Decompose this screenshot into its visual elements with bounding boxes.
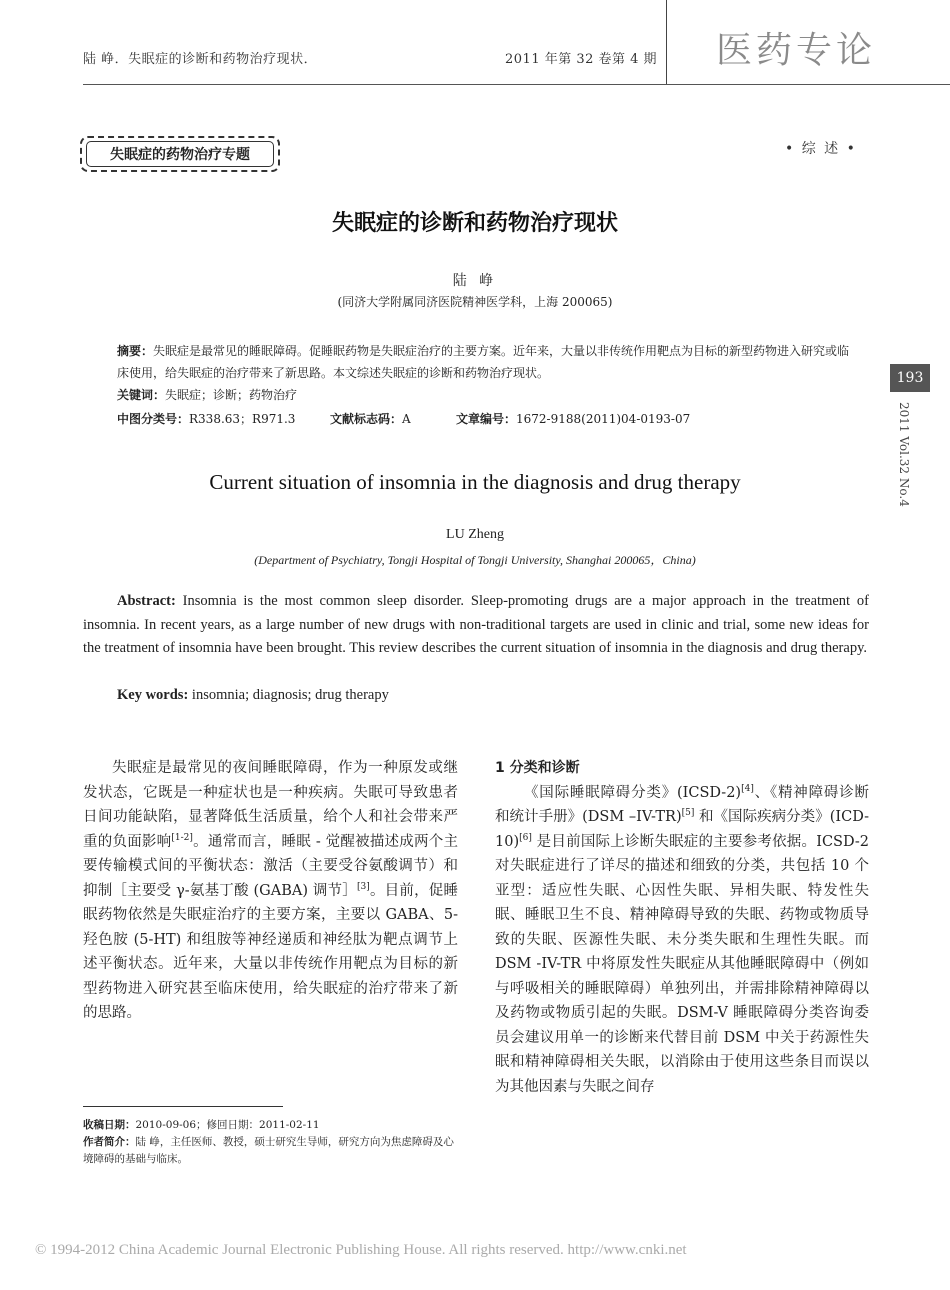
class-text-b: 、《精神障碍诊断和统计手册》(DSM –IV-TR) <box>495 784 869 825</box>
section-heading: 1 分类和诊断 <box>495 760 580 776</box>
received-label: 收稿日期： <box>83 1119 136 1131</box>
keywords-en <box>117 687 389 704</box>
abstract-cn-label: 摘要： <box>117 344 154 358</box>
article-no-group <box>456 408 690 430</box>
article-no-label: 文章编号： <box>456 412 517 426</box>
citation-1-2[interactable]: [1-2] <box>171 832 193 843</box>
citation-3[interactable]: [3] <box>356 881 370 892</box>
intro-text-b: 。通常而言，睡眠 - 觉醒被描述成两个主要传输模式间的平衡状态：激活（主要受谷氨酸调节）和抑制［主要受 γ-氨基丁酸 (GABA) 调节］ <box>83 833 458 899</box>
class-text-c: 和《国际疾病分类》(ICD-10) <box>495 809 869 850</box>
received-value: 2010-09-06；修回日期：2011-02-11 <box>135 1119 320 1131</box>
classification-paragraph <box>495 781 869 1100</box>
affiliation-cn: (同济大学附属同济医院精神医学科，上海 200065) <box>337 295 613 309</box>
header-rule <box>83 84 950 85</box>
clc-value: R338.63；R971.3 <box>189 412 296 426</box>
clc-label: 中图分类号： <box>117 412 190 426</box>
author-cn: 陆 峥 <box>452 273 498 289</box>
section-brand: 医药专论 <box>716 30 877 71</box>
keywords-en-label: Key words: <box>117 687 189 703</box>
abstract-en-text: Insomnia is the most common sleep disorder. Sleep-promoting drugs are a major approach in the treatment of insomnia. In recent years, as a large number of new drugs with non-traditional targets are used in clinic and trial, some new ideas for the treatment of insomnia have been brought. This review describes the current situation of insomnia in the diagnosis and drug therapy. <box>83 593 869 656</box>
affiliation-en: (Department of Psychiatry, Tongji Hospital of Tongji University, Shanghai 200065，China) <box>254 553 696 567</box>
keywords-cn-text: 失眠症；诊断；药物治疗 <box>165 388 298 402</box>
copyright-notice: © 1994-2012 China Academic Journal Electronic Publishing House. All rights reserved. http://www.cnki.net <box>35 1242 687 1258</box>
keywords-en-text: insomnia; diagnosis; drug therapy <box>188 687 389 703</box>
author-bio-text: 陆 峥，主任医师、教授，硕士研究生导师，研究方向为焦虑障碍及心境障碍的基础与临床。 <box>83 1136 454 1165</box>
header-divider <box>666 0 667 84</box>
article-type-tag: • 综 述 • <box>785 141 857 157</box>
citation-4[interactable]: [4] <box>741 783 754 794</box>
keywords-cn <box>117 384 852 406</box>
topic-badge <box>80 136 280 172</box>
intro-text-a: 失眠症是最常见的夜间睡眠障碍，作为一种原发或继发状态，它既是一种症状也是一种疾病。失眠可导致患者日间功能缺陷，显著降低生活质量，给个人和社会带来严重的负面影响 <box>83 760 458 850</box>
topic-badge-frame <box>86 141 274 167</box>
body-right-column <box>495 756 869 1099</box>
author-en: LU Zheng <box>446 527 504 542</box>
doc-code-label: 文献标志码： <box>330 412 403 426</box>
abstract-en-label: Abstract: <box>117 593 176 609</box>
intro-paragraph <box>83 756 458 1026</box>
body-left-column <box>83 756 458 1026</box>
volume-vertical: 2011 Vol.32 No.4 <box>897 402 911 507</box>
citation-5[interactable]: [5] <box>681 808 695 819</box>
class-text-d: 是目前国际上诊断失眠症的主要参考依据。ICSD-2 对失眠症进行了详尽的描述和细致的分类，共包括 10 个亚型：适应性失眠、心因性失眠、异相失眠、特发性失眠、睡眠卫生不良、精神障碍导致的失眠、药物或物质导致的失眠、医源性失眠、未分类失眠和生理性失眠。而 DSM -IV-TR 中将原发性失眠症从其他睡眠障碍中（例如与呼吸相关的睡眠障碍）单独列出，并需排除精神障碍以及药物或物质引起的失眠。DSM-V 睡眠障碍分类咨询委员会建议用单一的诊断来代替目前 DSM 中关于药源性失眠和精神障碍相关失眠，以消除由于使用这些条目而误以为其他因素与失眠之间存 <box>495 833 869 1095</box>
classification-line <box>117 408 852 430</box>
article-no-value: 1672-9188(2011)04-0193-07 <box>516 412 691 426</box>
abstract-cn-text: 失眠症是最常见的睡眠障碍。促睡眠药物是失眠症治疗的主要方案。近年来，大量以非传统作用靶点为目标的新型药物进入研究或临床使用，给失眠症的治疗带来了新思路。本文综述失眠症的诊断和药物治疗现状。 <box>117 344 850 380</box>
abstract-cn <box>117 340 852 384</box>
citation-6[interactable]: [6] <box>519 832 532 843</box>
running-title: 陆 峥．失眠症的诊断和药物治疗现状． <box>83 52 318 67</box>
doc-code-group <box>330 408 456 430</box>
class-text-a: 《国际睡眠障碍分类》(ICSD-2) <box>524 784 742 801</box>
title-cn: 失眠症的诊断和药物治疗现状 <box>331 211 618 236</box>
issue-info: 2011 年第 32 卷第 4 期 <box>505 52 658 67</box>
page-number: 193 <box>890 364 930 392</box>
intro-text-c: 。目前，促睡眠药物依然是失眠症治疗的主要方案，主要以 GABA、5- 羟色胺 (5-HT) 和组胺等神经递质和神经肽为靶点调节上述平衡状态。近年来，大量以非传统作用靶点为目标的新型药物进入研究甚至临床使用，给失眠症的治疗带来了新的思路。 <box>83 882 459 1021</box>
topic-badge-text: 失眠症的药物治疗专题 <box>110 147 250 163</box>
footnote-author <box>83 1134 458 1168</box>
doc-code-value: A <box>402 412 411 426</box>
footnote-dates <box>83 1117 458 1134</box>
footnote-rule <box>83 1106 283 1107</box>
footnote <box>83 1117 458 1168</box>
abstract-en <box>83 590 869 661</box>
keywords-cn-label: 关键词： <box>117 388 166 402</box>
author-bio-label: 作者简介： <box>83 1136 136 1148</box>
clc-group <box>117 408 330 430</box>
title-en: Current situation of insomnia in the diagnosis and drug therapy <box>209 470 741 494</box>
